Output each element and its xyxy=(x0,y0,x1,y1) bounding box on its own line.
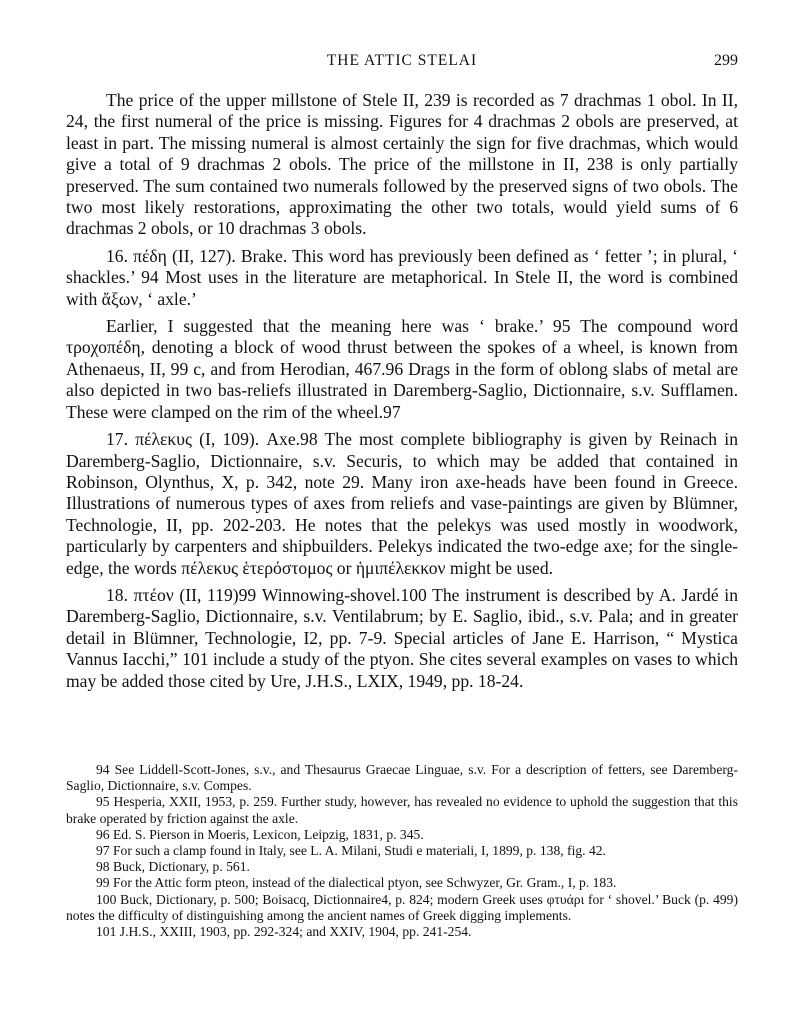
paragraph-millstone-prices: The price of the upper millstone of Stele II, 239 is recorded as 7 drachmas 1 obol. In II, 24, the first numeral of the price is missing. Figures for 4 drachmas 2 obols are preserved, at least in part. The missing numeral is almost certainly the sign for five drachmas, which would give a total of 9 drachmas 2 obols. The price of the millstone in II, 238 is only partially preserved. The sum contained two numerals followed by the preserved signs of two obols. The two most likely restorations, approximating the other two totals, would yield sums of 6 drachmas 2 obols, or 10 drachmas 3 obols. xyxy=(66,90,738,239)
footnote-98: 98 Buck, Dictionary, p. 561. xyxy=(96,859,250,875)
footnote-101: 101 J.H.S., XXIII, 1903, pp. 292-324; and XXIV, 1904, pp. 241-254. xyxy=(96,924,472,940)
paragraph-entry-16-pede: 16. πέδη (II, 127). Brake. This word has previously been defined as ‘ fetter ’; in plural, ‘ shackles.’ 94 Most uses in the literature are metaphorical. In Stele II, the word is combined with ἄξων, ‘ axle.’ xyxy=(66,245,738,309)
paragraph-entry-17-pelekys: 17. πέλεκυς (I, 109). Axe.98 The most complete bibliography is given by Reinach in Daremberg-Saglio, Dictionnaire, s.v. Securis, to which may be added that contained in Robinson, Olynthus, X, p. 342, note 29. Many iron axe-heads have been found in Greece. Illustrations of numerous types of axes from reliefs and vase-paintings are given by Blümner, Technologie, II, pp. 202-203. He notes that the pelekys was used mostly in woodwork, particularly by carpenters and shipbuilders. Pelekys indicated the two-edge axe; for the single-edge, the words πέλεκυς ἑτερόστομος or ἡμιπέλεκκον might be used. xyxy=(66,429,738,578)
page-header xyxy=(66,52,738,76)
footnote-95: 95 Hesperia, XXII, 1953, p. 259. Further study, however, has revealed no evidence to uphold the suggestion that this brake operated by friction against the axle. xyxy=(66,794,738,826)
paragraph-brake-discussion: Earlier, I suggested that the meaning here was ‘ brake.’ 95 The compound word τροχοπέδη, denoting a block of wood thrust between the spokes of a wheel, is known from Athenaeus, II, 99 c, and from Herodian, 467.96 Drags in the form of oblong slabs of metal are also depicted in two bas-reliefs illustrated in Daremberg-Saglio, Dictionnaire, s.v. Sufflamen. These were clamped on the rim of the wheel.97 xyxy=(66,316,738,422)
footnote-100: 100 Buck, Dictionary, p. 500; Boisacq, Dictionnaire4, p. 824; modern Greek uses φτυάρι for ‘ shovel.’ Buck (p. 499) notes the difficulty of distinguishing among the ancient names of Greek digging implements. xyxy=(66,891,738,923)
footnote-94: 94 See Liddell-Scott-Jones, s.v., and Thesaurus Graecae Linguae, s.v. For a description of fetters, see Daremberg-Saglio, Dictionnaire, s.v. Compes. xyxy=(66,762,738,794)
footnote-99: 99 For the Attic form pteon, instead of the dialectical ptyon, see Schwyzer, Gr. Gram., I, p. 183. xyxy=(96,875,617,891)
body-text xyxy=(66,90,738,698)
page-number: 299 xyxy=(714,52,738,69)
footnote-96: 96 Ed. S. Pierson in Moeris, Lexicon, Leipzig, 1831, p. 345. xyxy=(96,826,424,842)
footnote-97: 97 For such a clamp found in Italy, see L. A. Milani, Studi e materiali, I, 1899, p. 138, fig. 42. xyxy=(96,843,606,859)
paragraph-entry-18-pteon: 18. πτέον (II, 119)99 Winnowing-shovel.100 The instrument is described by A. Jardé in Daremberg-Saglio, Dictionnaire, s.v. Ventilabrum; by E. Saglio, ibid., s.v. Pala; and in greater detail in Blümner, Technologie, I2, pp. 7-9. Special articles of Jane E. Harrison, “ Mystica Vannus Iacchi,” 101 include a study of the ptyon. She cites several examples on vases to which may be added those cited by Ure, J.H.S., LXIX, 1949, pp. 18-24. xyxy=(66,584,738,691)
footnotes xyxy=(66,762,738,940)
running-title: THE ATTIC STELAI xyxy=(326,52,478,69)
